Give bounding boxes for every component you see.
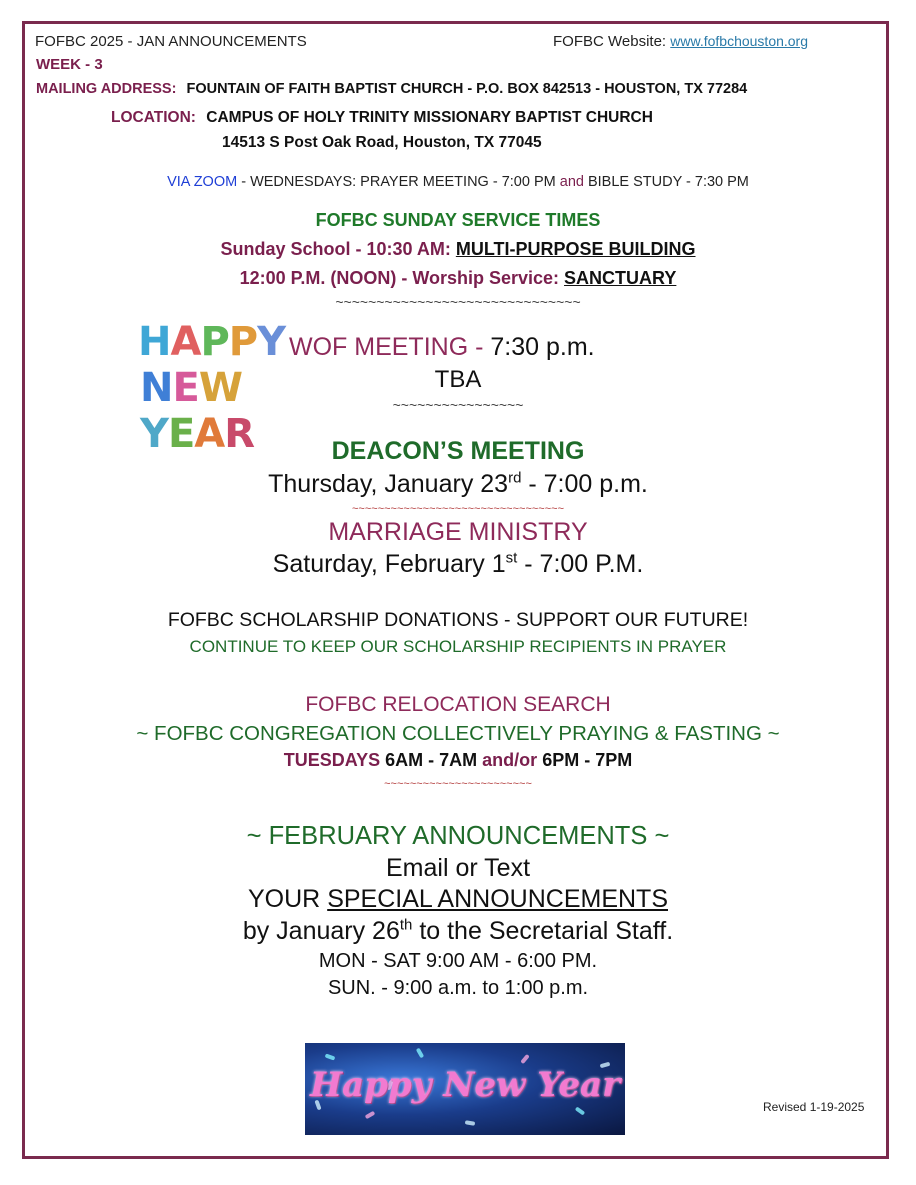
february-line1: Email or Text bbox=[385, 854, 531, 882]
relocation-time-morning: 6AM - 7AM bbox=[380, 750, 483, 770]
worship-label: 12:00 P.M. (NOON) - Worship Service: bbox=[239, 268, 565, 288]
zoom-and: and bbox=[559, 174, 584, 190]
mailing-address bbox=[36, 81, 747, 97]
relocation-fasting: ~ FOFBC CONGREGATION COLLECTIVELY PRAYING & FASTING ~ bbox=[136, 722, 780, 745]
location-line2: 14513 S Post Oak Road, Houston, TX 77045 bbox=[222, 134, 542, 151]
february-deadline-suffix: th bbox=[399, 916, 413, 934]
zoom-label: VIA ZOOM bbox=[167, 174, 238, 190]
badge-line-2: NEW bbox=[140, 365, 242, 411]
deacon-date-suffix: rd bbox=[508, 469, 522, 487]
office-hours-weekday: MON - SAT 9:00 AM - 6:00 PM. bbox=[318, 950, 598, 972]
february-heading: ~ FEBRUARY ANNOUNCEMENTS ~ bbox=[246, 822, 670, 850]
deacon-divider: ~~~~~~~~~~~~~~~~~~~~~~~~~~~~~~~~~ bbox=[352, 503, 564, 515]
relocation-andor: and/or bbox=[482, 750, 538, 770]
website-link[interactable]: www.fofbchouston.org bbox=[670, 33, 809, 49]
location bbox=[111, 109, 653, 127]
deacon-heading: DEACON’S MEETING bbox=[331, 437, 585, 465]
worship-service bbox=[0, 268, 916, 289]
marriage-time: - 7:00 P.M. bbox=[517, 550, 644, 578]
sunday-heading: FOFBC SUNDAY SERVICE TIMES bbox=[315, 210, 601, 230]
february-special: SPECIAL ANNOUNCEMENTS bbox=[327, 885, 668, 913]
relocation-times bbox=[0, 750, 916, 771]
website-line bbox=[553, 33, 808, 50]
relocation-time-evening: 6PM - 7PM bbox=[537, 750, 633, 770]
location-label: LOCATION: bbox=[111, 109, 196, 126]
badge-line-1: HAPPY bbox=[138, 319, 286, 365]
wof-time: 7:30 p.m. bbox=[490, 333, 595, 361]
sunday-school-place: MULTI-PURPOSE BUILDING bbox=[455, 239, 696, 259]
marriage-heading: MARRIAGE MINISTRY bbox=[328, 518, 588, 546]
revised-date: Revised 1-19-2025 bbox=[763, 1100, 865, 1114]
zoom-schedule bbox=[0, 174, 916, 190]
february-to-staff: to the Secretarial Staff. bbox=[412, 917, 674, 945]
week-label: WEEK - 3 bbox=[36, 56, 103, 73]
scholarship-line1: FOFBC SCHOLARSHIP DONATIONS - SUPPORT OUR FUTURE! bbox=[167, 609, 749, 631]
relocation-divider: ~~~~~~~~~~~~~~~~~~~~~~~ bbox=[384, 778, 532, 790]
february-your: YOUR bbox=[248, 885, 328, 913]
relocation-heading: FOFBC RELOCATION SEARCH bbox=[305, 693, 611, 716]
badge-line-3: YEAR bbox=[140, 411, 255, 457]
sunday-divider: ~~~~~~~~~~~~~~~~~~~~~~~~~~~~~~ bbox=[335, 294, 581, 310]
february-line3 bbox=[0, 917, 916, 946]
deacon-time: - 7:00 p.m. bbox=[521, 470, 648, 498]
february-line2 bbox=[0, 885, 916, 914]
sunday-school-label: Sunday School - 10:30 AM: bbox=[220, 239, 456, 259]
marriage-date-text: Saturday, February 1 bbox=[272, 550, 506, 578]
wof-tba: TBA bbox=[434, 366, 482, 393]
deacon-date-text: Thursday, January 23 bbox=[268, 470, 509, 498]
deacon-date bbox=[0, 470, 916, 499]
wof-label: WOF MEETING - bbox=[289, 333, 491, 361]
website-label: FOFBC Website: bbox=[553, 33, 667, 50]
february-deadline: by January 26 bbox=[242, 917, 400, 945]
marriage-date bbox=[0, 550, 916, 579]
banner-text: Happy New Year bbox=[309, 1065, 620, 1105]
scholarship-line2: CONTINUE TO KEEP OUR SCHOLARSHIP RECIPIENTS IN PRAYER bbox=[189, 637, 727, 656]
mailing-label: MAILING ADDRESS: bbox=[36, 81, 177, 97]
happy-new-year-banner bbox=[305, 1043, 625, 1135]
relocation-day: TUESDAYS bbox=[283, 750, 381, 770]
office-hours-sunday: SUN. - 9:00 a.m. to 1:00 p.m. bbox=[327, 977, 589, 999]
wof-meeting bbox=[289, 333, 595, 362]
document-title: FOFBC 2025 - JAN ANNOUNCEMENTS bbox=[35, 33, 307, 50]
zoom-bible-study: BIBLE STUDY - 7:30 PM bbox=[583, 174, 749, 190]
sunday-school bbox=[0, 239, 916, 260]
mailing-value: FOUNTAIN OF FAITH BAPTIST CHURCH - P.O. BOX 842513 - HOUSTON, TX 77284 bbox=[186, 81, 748, 97]
wof-divider: ~~~~~~~~~~~~~~~~ bbox=[392, 397, 524, 413]
location-line1: CAMPUS OF HOLY TRINITY MISSIONARY BAPTIST CHURCH bbox=[206, 109, 653, 126]
marriage-date-suffix: st bbox=[505, 549, 518, 567]
zoom-prayer: - WEDNESDAYS: PRAYER MEETING - 7:00 PM bbox=[237, 174, 560, 190]
worship-place: SANCTUARY bbox=[564, 268, 677, 288]
